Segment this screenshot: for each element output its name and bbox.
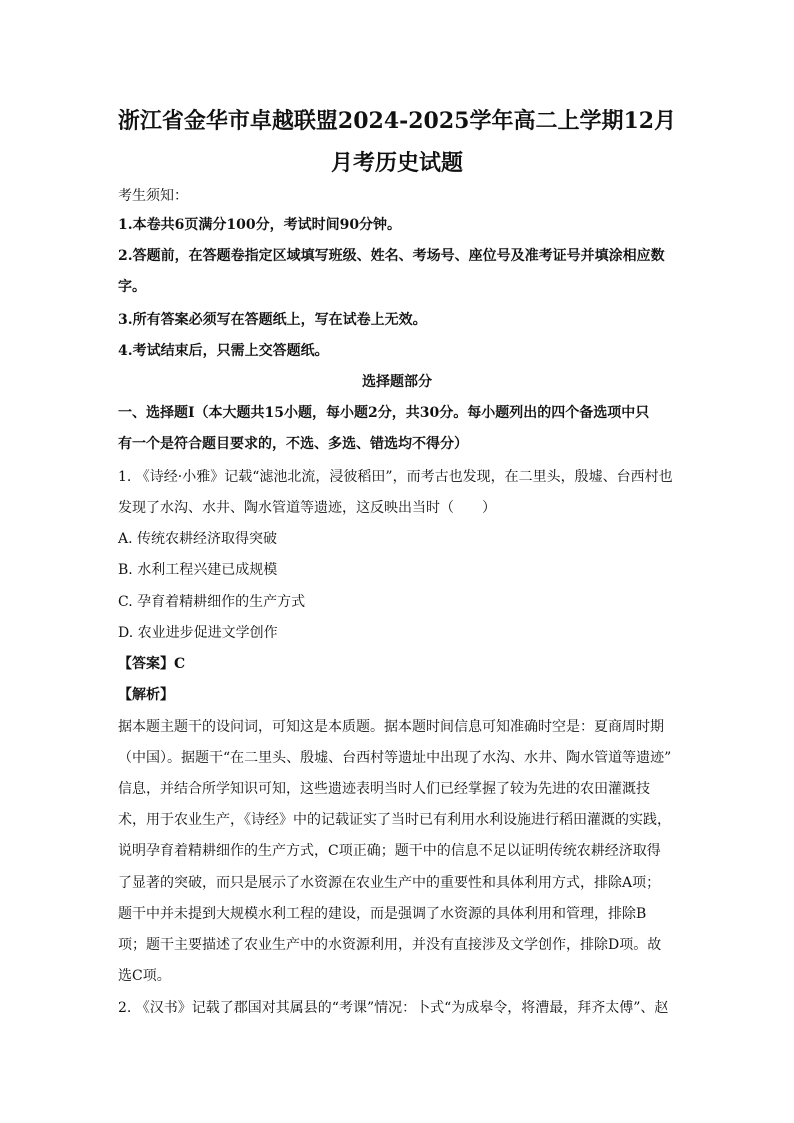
document-title-line2: 月考历史试题 — [330, 150, 463, 176]
q1-analysis-line5: 说明孕育着精耕细作的生产方式，C项正确；题干中的信息不足以证明传统农耕经济取得 — [118, 843, 661, 859]
q1-analysis-heading: 【解析】 — [118, 687, 174, 703]
q1-analysis-line6: 了显著的突破，而只是展示了水资源在农业生产中的重要性和具体利用方式，排除A项； — [118, 875, 661, 891]
q1-stem-line1: 1. 《诗经·小雅》记载“滤池北流，浸彼稻田”，而考古也发现，在二里头，殷墟、台西村也 — [118, 469, 673, 485]
q1-analysis-line1: 据本题主题干的设问词，可知这是本质题。据本题时间信息可知准确时空是：夏商周时期 — [118, 719, 664, 735]
q1-analysis-line4: 术，用于农业生产，《诗经》中的记载证实了当时已有利用水利设施进行稻田灌溉的实践， — [118, 812, 671, 828]
q1-analysis-line3: 信息，并结合所学知识可知，这些遗迹表明当时人们已经掌握了较为先进的农田灌溉技 — [118, 781, 650, 797]
section-title: 选择题部分 — [362, 374, 432, 390]
q1-option-b: B. 水利工程兴建已成规模 — [118, 562, 278, 578]
notice-item-4: 4.考试结束后，只需上交答题纸。 — [118, 343, 329, 359]
notice-heading: 考生须知： — [118, 188, 188, 204]
q1-analysis-line8: 项；题干主要描述了农业生产中的水资源利用，并没有直接涉及文学创作，排除D项。故 — [118, 937, 662, 953]
notice-item-2: 2.答题前，在答题卷指定区域填写班级、姓名、考场号、座位号及准考证号并填涂相应数 — [118, 248, 665, 264]
notice-item-1: 1.本卷共6页满分100分，考试时间90分钟。 — [118, 217, 402, 233]
q1-answer: 【答案】C — [118, 656, 186, 672]
q1-option-a: A. 传统农耕经济取得突破 — [118, 531, 278, 547]
q1-analysis-line9: 选C项。 — [118, 968, 171, 984]
q1-stem-line2: 发现了水沟、水井、陶水管道等遗迹，这反映出当时（ ） — [118, 500, 496, 516]
q1-analysis-line7: 题干中并未提到大规模水利工程的建设，而是强调了水资源的具体利用和管理，排除B — [118, 906, 647, 922]
part1-instructions-line1: 一、选择题Ⅰ（本大题共15小题，每小题2分，共30分。每小题列出的四个备选项中只 — [118, 405, 650, 421]
q2-stem-line1: 2. 《汉书》记载了郡国对其属县的“考课”情况：卜式“为成皋令，将漕最，拜齐太傅”、赵 — [118, 1000, 669, 1016]
q1-analysis-line2: （中国）。据题干“在二里头、殷墟、台西村等遗址中出现了水沟、水井、陶水管道等遗迹” — [118, 750, 672, 766]
notice-item-3: 3.所有答案必须写在答题纸上，写在试卷上无效。 — [118, 312, 427, 328]
q1-option-c: C. 孕育着精耕细作的生产方式 — [118, 594, 306, 610]
notice-item-2-cont: 字。 — [118, 279, 146, 295]
q1-option-d: D. 农业进步促进文学创作 — [118, 625, 278, 641]
part1-instructions-line2: 有一个是符合题目要求的，不选、多选、错选均不得分） — [118, 436, 468, 452]
document-title-line1: 浙江省金华市卓越联盟2024-2025学年高二上学期12月 — [117, 108, 677, 134]
